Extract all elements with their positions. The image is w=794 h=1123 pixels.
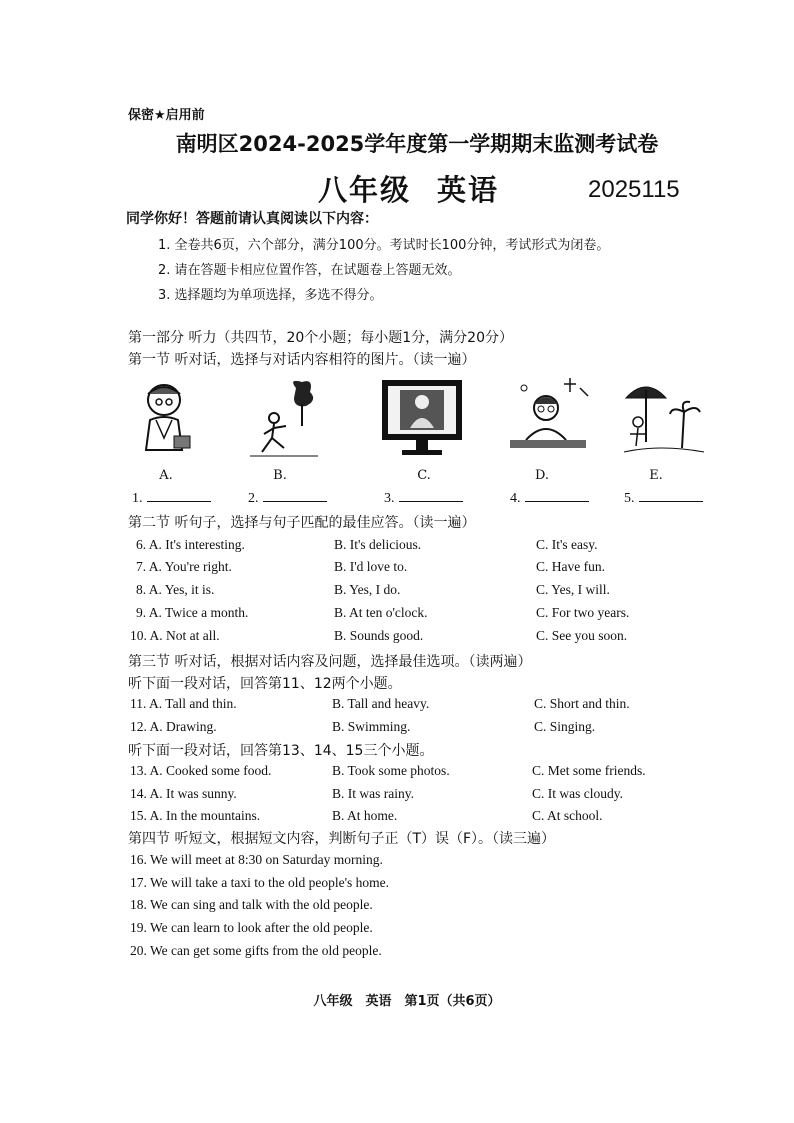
page-footer: 八年级 英语 第1页（共6页） xyxy=(313,994,501,1009)
picture-label: D. xyxy=(534,468,550,483)
exam-title: 南明区2024-2025学年度第一学期期末监测考试卷 xyxy=(175,132,659,156)
picture-label: A. xyxy=(159,468,173,483)
subject-label: 英语 xyxy=(437,173,500,207)
notice-item: 3. 选择题均为单项选择，多选不得分。 xyxy=(158,288,383,303)
answer-blank[interactable]: 2. xyxy=(248,490,327,507)
running-girl-icon xyxy=(244,378,334,458)
picture-label: C. xyxy=(417,468,431,483)
question-row: 14. A. It was sunny. B. It was rainy. C. It was cloudy. xyxy=(130,786,623,801)
answer-blank[interactable]: 5. xyxy=(624,490,703,507)
tv-screen-icon xyxy=(380,378,470,458)
exam-subtitle xyxy=(318,168,499,209)
statement-row: 19. We can learn to look after the old people. xyxy=(130,920,373,935)
statement-row: 20. We can get some gifts from the old people. xyxy=(130,943,382,958)
picture-label: B. xyxy=(273,468,287,483)
section3-title: 第三节 听对话，根据对话内容及问题，选择最佳选项。（读两遍） xyxy=(128,654,532,670)
question-row: 6. A. It's interesting. B. It's delicious. C. It's easy. xyxy=(136,537,598,552)
exam-code: 2025115 xyxy=(588,176,680,203)
picture-label: E. xyxy=(649,468,663,483)
question-row: 7. A. You're right. B. I'd love to. C. Have fun. xyxy=(136,559,605,574)
notice-item: 1. 全卷共6页，六个部分，满分100分。考试时长100分钟，考试形式为闭卷。 xyxy=(158,238,610,253)
beach-umbrella-icon xyxy=(620,378,710,458)
question-row: 15. A. In the mountains. B. At home. C. At school. xyxy=(130,808,603,823)
section2-title: 第二节 听句子，选择与句子匹配的最佳应答。（读一遍） xyxy=(128,515,476,531)
question-row: 12. A. Drawing. B. Swimming. C. Singing. xyxy=(130,719,596,734)
grade-label: 八年级 xyxy=(318,173,412,207)
picture-row xyxy=(126,378,706,488)
section3-sub2: 听下面一段对话，回答第13、14、15三个小题。 xyxy=(128,743,434,759)
section4-title: 第四节 听短文，根据短文内容，判断句子正（T）误（F）。（读三遍） xyxy=(128,831,556,847)
section3-sub1: 听下面一段对话，回答第11、12两个小题。 xyxy=(128,676,402,692)
answer-blank[interactable]: 4. xyxy=(510,490,589,507)
question-row: 10. A. Not at all. B. Sounds good. C. See you soon. xyxy=(130,628,628,643)
answer-blank[interactable]: 1. xyxy=(132,490,211,507)
question-row: 11. A. Tall and thin. B. Tall and heavy. C. Short and thin. xyxy=(130,696,630,711)
confidential-label: 保密★启用前 xyxy=(128,108,205,123)
question-row: 13. A. Cooked some food. B. Took some photos. C. Met some friends. xyxy=(130,763,646,778)
section1-title: 第一节 听对话，选择与对话内容相符的图片。（读一遍） xyxy=(128,352,476,368)
statement-row: 18. We can sing and talk with the old people. xyxy=(130,897,373,912)
statement-row: 17. We will take a taxi to the old people's home. xyxy=(130,875,390,890)
part1-title: 第一部分 听力（共四节，20个小题；每小题1分，满分20分） xyxy=(128,330,513,346)
doctor-icon xyxy=(134,378,224,458)
question-row: 8. A. Yes, it is. B. Yes, I do. C. Yes, I will. xyxy=(136,582,610,597)
notice-heading: 同学你好！答题前请认真阅读以下内容： xyxy=(126,211,378,227)
question-row: 9. A. Twice a month. B. At ten o'clock. C. For two years. xyxy=(136,605,630,620)
statement-row: 16. We will meet at 8:30 on Saturday morning. xyxy=(130,852,383,867)
notice-item: 2. 请在答题卡相应位置作答，在试题卷上答题无效。 xyxy=(158,263,461,278)
student-studying-icon xyxy=(504,378,594,458)
answer-blank[interactable]: 3. xyxy=(384,490,463,507)
